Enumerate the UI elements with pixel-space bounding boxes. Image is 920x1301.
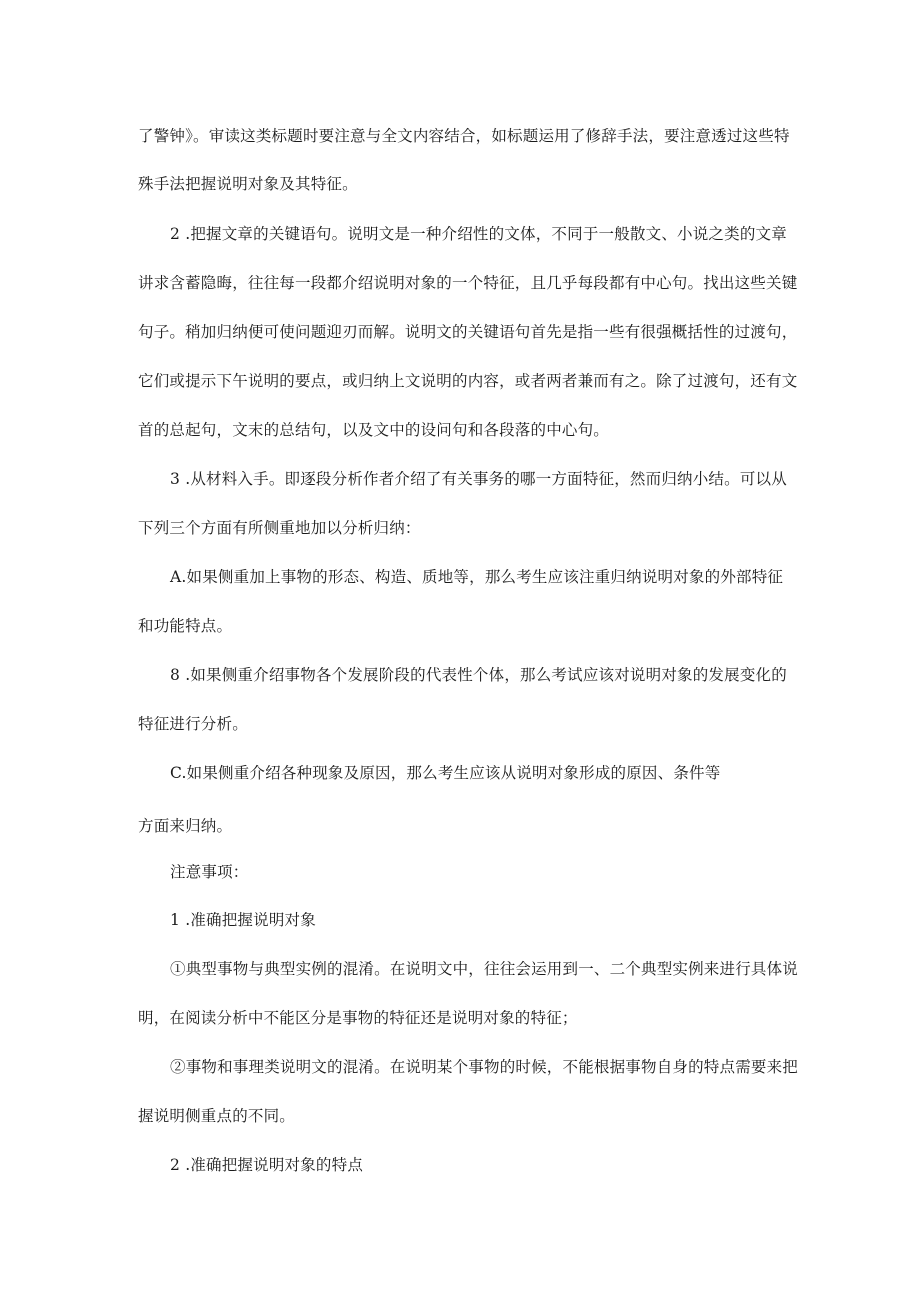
text-line-13: 特征进行分析。 — [138, 715, 248, 733]
text-line-11: 和功能特点。 — [138, 617, 233, 635]
text-line-12: 8 .如果侧重介绍事物各个发展阶段的代表性个体，那么考试应该对说明对象的发展变化的 — [170, 666, 787, 684]
text-line-6: 它们或提示下午说明的要点，或归纳上文说明的内容，或者两者兼而有之。除了过渡句，还有文 — [138, 372, 798, 390]
text-line-8: 3 .从材料入手。即逐段分析作者介绍了有关事务的哪一方面特征，然而归纳小结。可以从 — [170, 470, 787, 488]
text-line-5: 句子。稍加归纳便可使问题迎刃而解。说明文的关键语句首先是指一些有很强概括性的过渡句， — [138, 323, 798, 341]
text-line-16: 注意事项： — [170, 863, 249, 881]
text-line-4: 讲求含蓄隐晦，往往每一段都介绍说明对象的一个特征，且几乎每段都有中心句。找出这些关键 — [138, 274, 798, 292]
text-line-22: 2 .准确把握说明对象的特点 — [170, 1156, 364, 1174]
text-line-7: 首的总起句，文末的总结句，以及文中的设问句和各段落的中心句。 — [138, 421, 610, 439]
text-line-17: 1 .准确把握说明对象 — [170, 911, 316, 929]
text-line-10: A.如果侧重加上事物的形态、构造、质地等，那么考生应该注重归纳说明对象的外部特征 — [170, 568, 784, 586]
text-line-3: 2 .把握文章的关键语句。说明文是一种介绍性的文体，不同于一般散文、小说之类的文章 — [170, 225, 787, 243]
text-line-21: 握说明侧重点的不同。 — [138, 1107, 296, 1125]
text-line-2: 殊手法把握说明对象及其特征。 — [138, 175, 358, 193]
text-line-15: 方面来归纳。 — [138, 817, 233, 835]
text-line-1: 了警钟》。审读这类标题时要注意与全文内容结合，如标题运用了修辞手法，要注意透过这些特 — [138, 127, 790, 145]
text-line-19: 明，在阅读分析中不能区分是事物的特征还是说明对象的特征； — [138, 1009, 578, 1027]
text-line-18: ①典型事物与典型实例的混淆。在说明文中，往往会运用到一、二个典型实例来进行具体说 — [170, 960, 799, 978]
text-line-20: ②事物和事理类说明文的混淆。在说明某个事物的时候，不能根据事物自身的特点需要来把 — [170, 1058, 799, 1076]
text-line-14: C.如果侧重介绍各种现象及原因，那么考生应该从说明对象形成的原因、条件等 — [170, 764, 721, 782]
text-line-9: 下列三个方面有所侧重地加以分析归纳： — [138, 519, 421, 537]
